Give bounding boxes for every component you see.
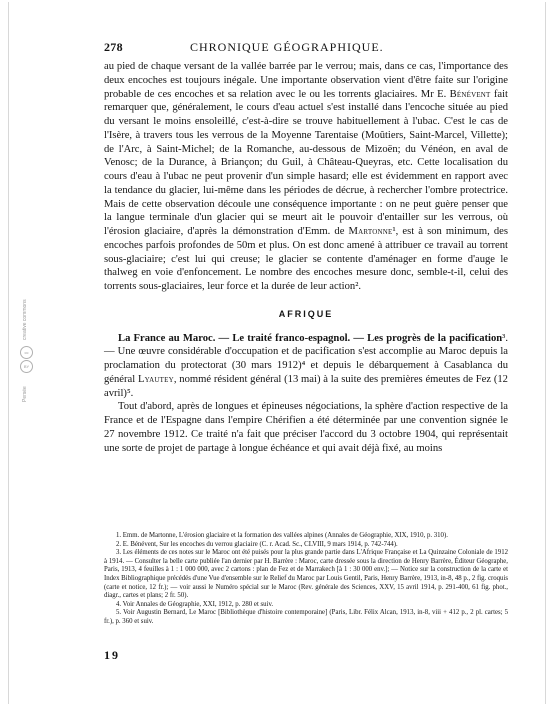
text-run: ¹, est à son minimum, des encoches parfois profondes de 50m et plus. On est donc amené à attribuer ce travail au torrent sous-glaciaire; c'est lui qui creuse; le glacier se contente d'aménager en forme d'auge le thalweg en voie d'enfoncement. Le nombre des encoches mesure donc, semble-t-il, celui des torrents sous-glaciaires, leur force et la durée de leur action². [104,226,508,292]
paragraph-encoches [104,60,508,294]
person-name: Lyautey [137,373,174,385]
text-run: ³. — Une œuvre considérable d'occupation et de pacification s'est accomplie au Maroc depuis la proclamation du protectorat (30 mars 1912)⁴ et depuis le débarquement à Casablanca du général [104,332,508,385]
license-badge [14,298,38,408]
cc-icon: cc [20,346,33,359]
footnote: 3. Les éléments de ces notes sur le Maroc ont été puisés pour la plus grande partie dans L'Afrique Française et La Quinzaine Coloniale de 1912 à 1914. — Consulter la belle carte publiée l'an dernier par H. Barrère : Maroc, carte dressée sous la direction de Henry Barrère, Éditeur Géographe, Paris, 1913, 4 feuilles à 1 : 1 000 000, avec 2 cartons : plan de Fez et de Marrakech [à 1 : 30 000 env.]; — Notice sur la construction de la carte et Index Bibliographique précédés d'une Vue d'ensemble sur le Relief du Maroc par Louis Gentil, Paris, Henry Barrère, 1913, in-8, 48 p., 2 fig. croquis (carte et notice, 12 fr.); — voir aussi le Numéro spécial sur le Maroc (Rev. générale des Sciences, XXV, 15 avril 1914, p. 291-400, 61 fig. phot., diagr., cartes et plans; 2 fr. 50). [104,549,508,600]
footnotes [104,532,508,627]
page-header [104,40,504,56]
paragraph-traite: Tout d'abord, après de longues et épineuses négociations, la sphère d'action respective de la France et de l'Espagne dans l'empire Chérifien a été déterminée par une convention signée le 27 novembre 1912. Ce traité n'a fait que préciser l'accord du 3 octobre 1904, qui représentait une sorte de projet de partage à longue échéance et qui avait déjà fixé, au moins [104,401,508,454]
author-name: Bénévent [449,88,491,100]
running-title: CHRONIQUE GÉOGRAPHIQUE. [190,40,384,54]
page-number: 278 [104,40,123,54]
footnote: 5. Voir Augustin Bernard, Le Maroc [Bibliothèque d'histoire contemporaine] (Paris, Libr. Félix Alcan, 1913, in-8, viii + 412 p., 2 pl. cartes; 5 fr.), p. 360 et suiv. [104,609,508,625]
body-text [104,60,508,455]
author-name: Martonne [348,226,393,237]
by-icon: BY [20,360,33,373]
footnote: 2. E. Bénévent, Sur les encoches du verrou glaciaire (C. r. Acad. Sc., CLVIII, 9 mars 1914, p. 742-744). [116,540,398,548]
publisher-mark: Persée [22,386,28,402]
license-text: creative commons [22,299,28,340]
footnote: 4. Voir Annales de Géographie, XXI, 1912, p. 280 et suiv. [116,600,274,608]
text-run: fait remarquer que, généralement, le cours d'eau actuel s'est installé dans l'encoche située au pied du versant le moins ensoleillé, c'est-à-dire se trouve habituellement à l'ubac. C'est le cas de l'Isère, à travers tous les verrous de la Moyenne Tarentaise (Moûtiers, Saint-Marcel, Villette); de l'Arc, à Saint-Michel; de la Romanche, au-dessous de Mizoën; du Vénéon, en aval de Venosc; de la Durance, à Briançon; du Guil, à Château-Queyras, etc. Cette localisation du cours d'eau à l'ubac ne peut provenir d'un simple hasard; elle est évidemment en rapport avec la tendance du glacier, lui-même dans les périodes de décrue, à rechercher l'ombre protectrice. Mais de cette observation découle une conséquence importante : on ne peut guère penser que la langue terminale d'un glacier qui se meurt ait le pouvoir d'entailler sur les verrous, où l'érosion glaciaire, d'après la démonstration d'Emm. de [104,88,508,237]
text-run: au pied de chaque versant de la vallée barrée par le verrou; mais, dans ce cas, l'importance des deux encoches est toujours inégale. Une importante observation vient d'être faite sur l'origine probable de ces encoches et sa relation avec le ou les torrents glaciaires. Mr E. [104,61,508,100]
printer-signature: 19 [104,648,120,662]
section-heading: AFRIQUE [278,308,334,319]
text-run: , nommé résident général (13 mai) à la suite des premières émeutes de Fez (12 avril)⁵. [104,373,508,399]
paragraph-lead-title: La France au Maroc. — Le traité franco-espagnol. — Les progrès de la pacification [118,332,503,344]
paragraph-france-maroc [104,332,508,401]
footnote: 1. Emm. de Martonne, L'érosion glaciaire et la formation des vallées alpines (Annales de Géographie, XIX, 1910, p. 310). [116,532,448,539]
